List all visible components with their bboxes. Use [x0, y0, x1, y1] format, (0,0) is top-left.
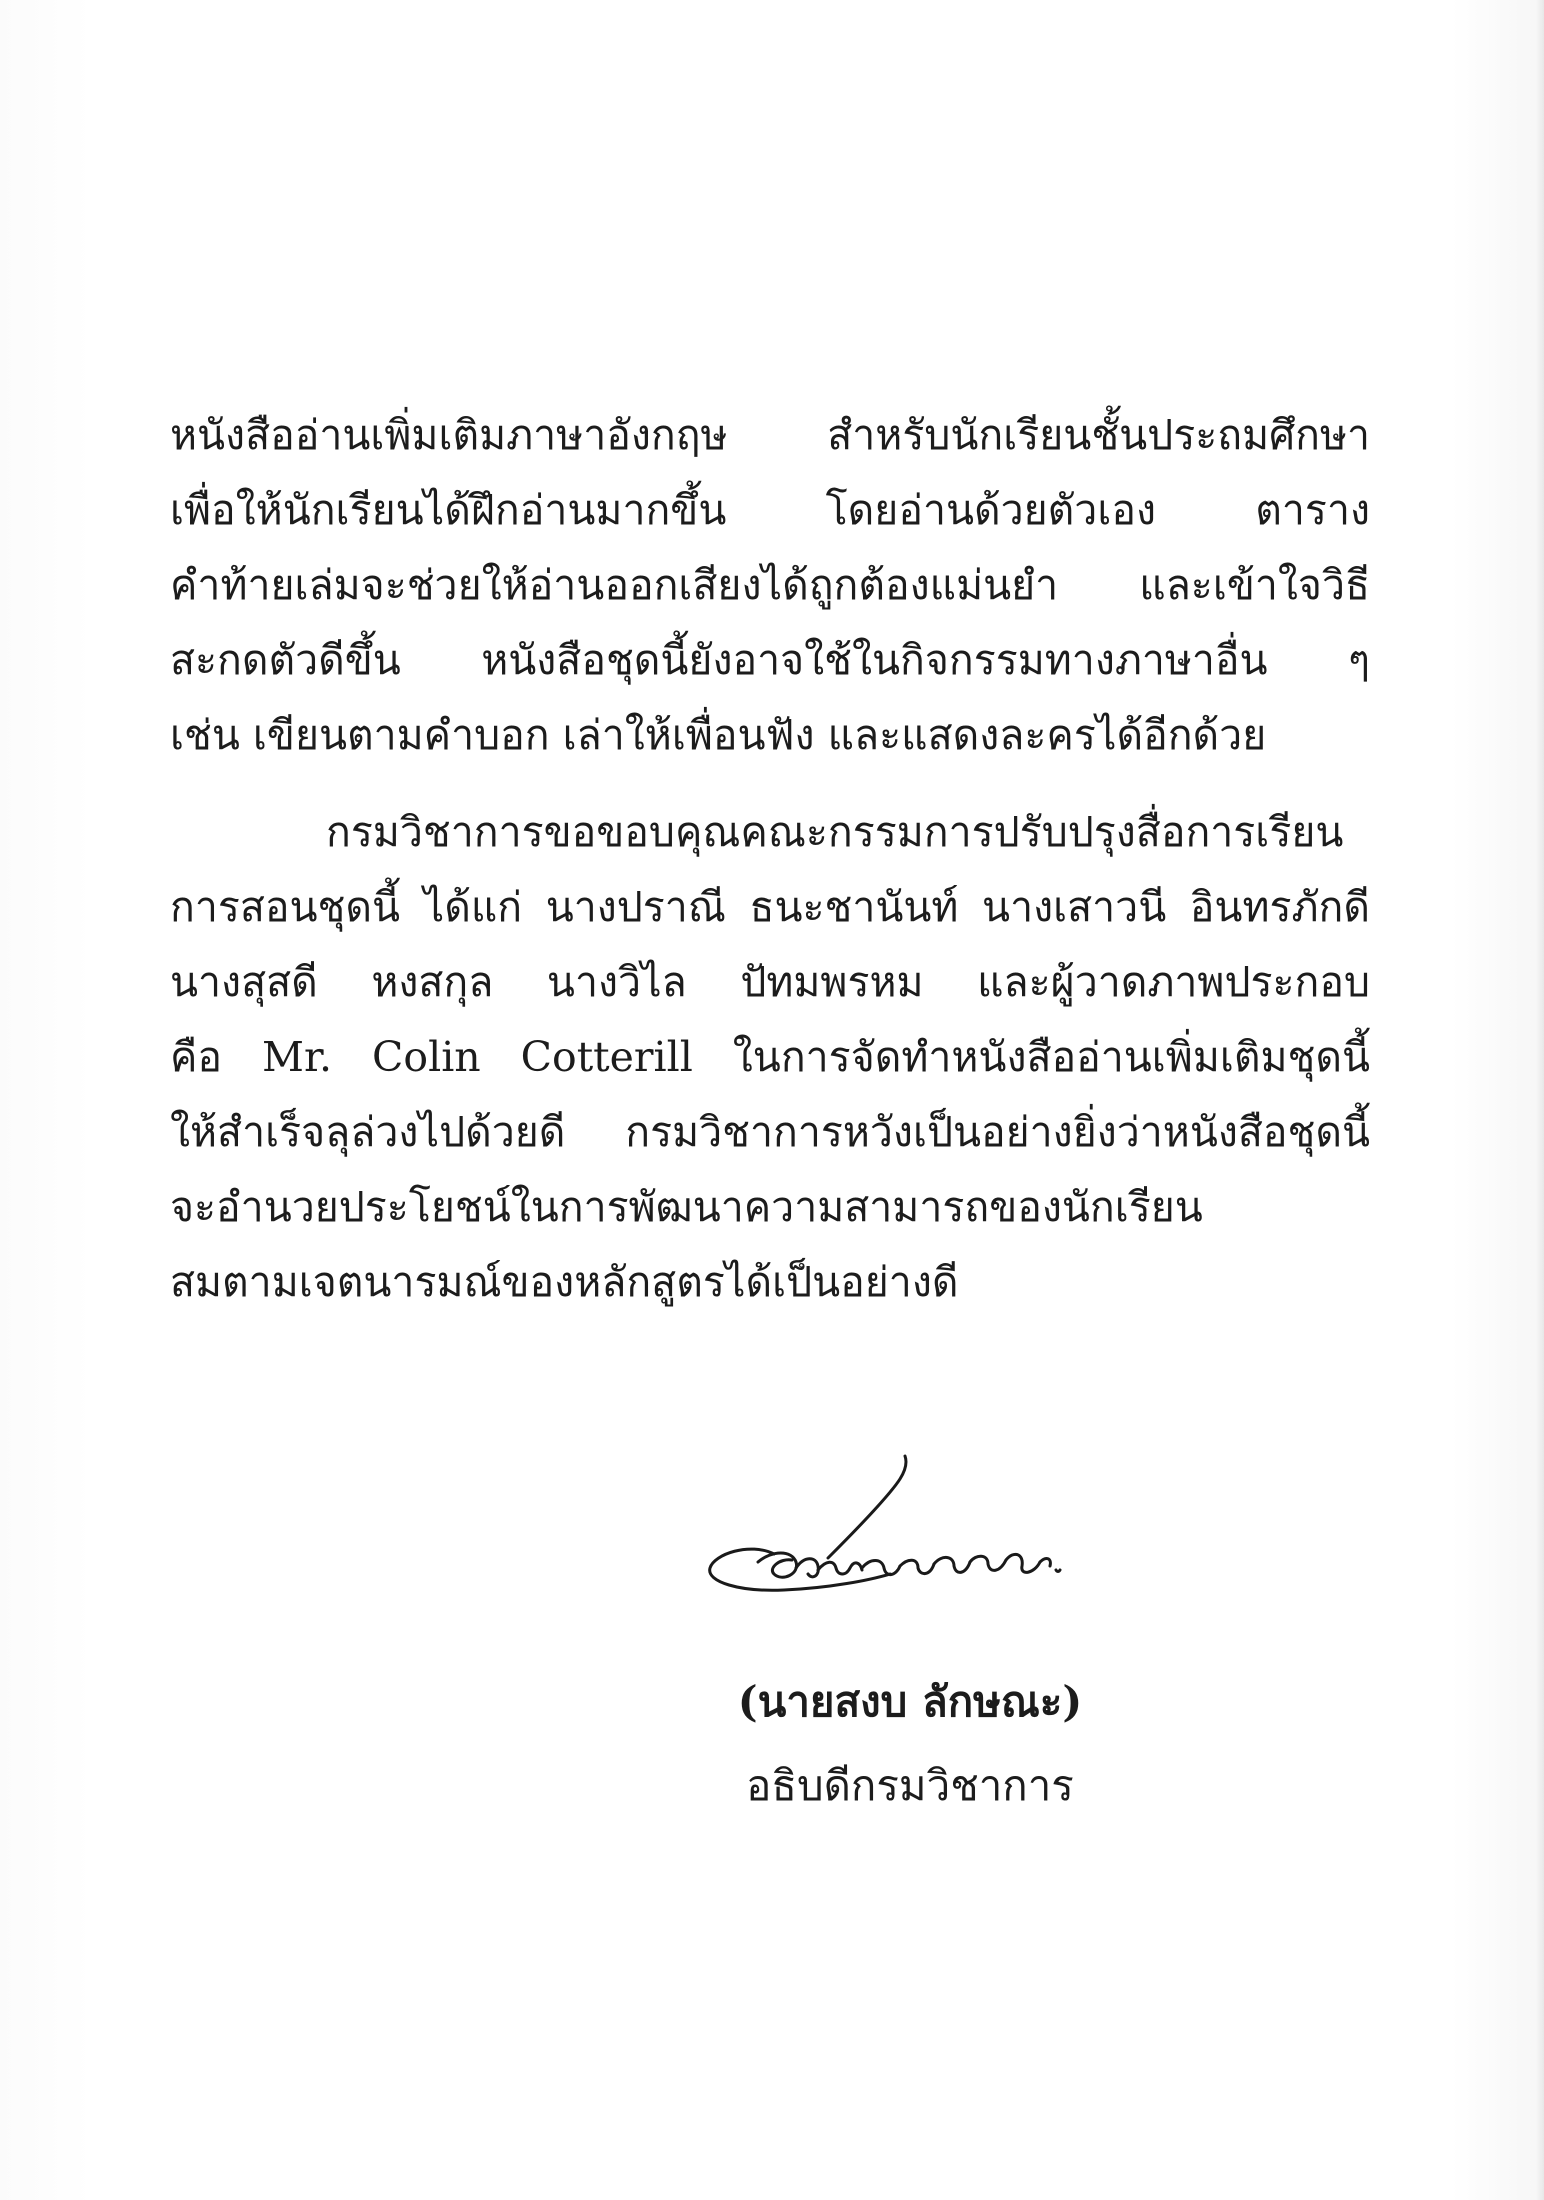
page-edge-shadow [1536, 0, 1544, 2200]
paragraph-spacer [170, 773, 1370, 795]
handwritten-signature [700, 1450, 1100, 1620]
text-line: หนังสืออ่านเพิ่มเติมภาษาอังกฤษ สำหรับนักเรียนชั้นประถมศึกษา [170, 411, 1370, 459]
text-line: สะกดตัวดีขึ้น หนังสือชุดนี้ยังอาจใช้ในกิจกรรมทางภาษาอื่น ๆ [170, 636, 1370, 684]
signer-title: อธิบดีกรมวิชาการ [746, 1761, 1074, 1810]
text-line: คือ Mr. Colin Cotterill ในการจัดทำหนังสืออ่านเพิ่มเติมชุดนี้ [170, 1033, 1370, 1081]
text-line: การสอนชุดนี้ ได้แก่ นางปราณี ธนะชานันท์ นางเสาวนี อินทรภักดี [170, 883, 1370, 931]
paragraph-1 [170, 398, 1370, 773]
text-line: สมตามเจตนารมณ์ของหลักสูตรได้เป็นอย่างดี [170, 1258, 959, 1306]
text-line: จะอำนวยประโยชน์ในการพัฒนาความสามารถของนักเรียน [170, 1183, 1203, 1231]
signer-name: (นายสงบ ลักษณะ) [737, 1677, 1083, 1726]
text-line: เพื่อให้นักเรียนได้ฝึกอ่านมากขึ้น โดยอ่านด้วยตัวเอง ตาราง [170, 486, 1370, 534]
text-line: ให้สำเร็จลุล่วงไปด้วยดี กรมวิชาการหวังเป็นอย่างยิ่งว่าหนังสือชุดนี้ [170, 1108, 1370, 1156]
text-line: กรมวิชาการขอขอบคุณคณะกรรมการปรับปรุงสื่อการเรียน [326, 808, 1344, 856]
text-line: นางสุสดี หงสกุล นางวิไล ปัทมพรหม และผู้วาดภาพประกอบ [170, 958, 1370, 1006]
foreword-body [170, 398, 1370, 1320]
text-line: คำท้ายเล่มจะช่วยให้อ่านออกเสียงได้ถูกต้องแม่นยำ และเข้าใจวิธี [170, 561, 1370, 609]
paragraph-2 [170, 795, 1370, 1320]
text-line: เช่น เขียนตามคำบอก เล่าให้เพื่อนฟัง และแสดงละครได้อีกด้วย [170, 711, 1267, 759]
